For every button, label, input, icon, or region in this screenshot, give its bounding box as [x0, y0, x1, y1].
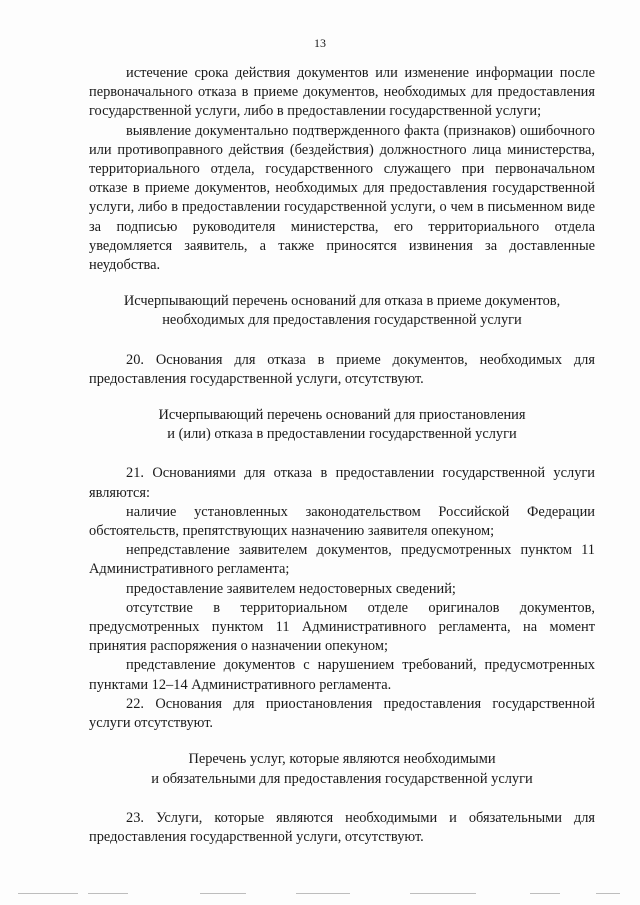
list-item-violation-requirements: представление документов с нарушением требований, предусмотренных пунктами 12–14 Административного регламента. [89, 657, 595, 693]
list-item-false-information: предоставление заявителем недостоверных сведений; [126, 580, 456, 597]
section-heading-required-services [89, 750, 595, 788]
heading-line: Исчерпывающий перечень оснований для отказа в приеме документов, [123, 293, 561, 310]
list-item-missing-documents: непредставление заявителем документов, предусмотренных пунктом 11 Административного регламента; [89, 542, 595, 578]
list-item-missing-originals: отсутствие в территориальном отделе оригиналов документов, предусмотренных пунктом 11 Административного регламента, на момент принятия распоряжения о назначении опекуном; [89, 599, 595, 655]
paragraph-expiry: истечение срока действия документов или изменение информации после первоначального отказа в приеме документов, необходимых для предоставления государственной услуги, либо в предоставлении государственной услуги; [89, 65, 595, 120]
scan-artifact-footer [0, 893, 640, 897]
paragraph-23: 23. Услуги, которые являются необходимыми и обязательными для предоставления государственной услуги, отсутствуют. [89, 809, 595, 845]
paragraph-20: 20. Основания для отказа в приеме документов, необходимых для предоставления государственной услуги, отсутствуют. [89, 351, 595, 387]
section-heading-suspension-refusal [89, 406, 595, 444]
heading-line: и (или) отказа в предоставлении государственной услуги [167, 426, 517, 443]
page-number: 13 [314, 36, 326, 50]
section-heading-refusal-documents [89, 292, 595, 330]
heading-line: необходимых для предоставления государственной услуги [162, 312, 522, 329]
paragraph-error-detection: выявление документально подтвержденного факта (признаков) ошибочного или противоправного действия (бездействия) должностного лица министерства, территориального отдела, государственного служащего при первоначальном отказе в приеме документов, необходимых для предоставления государственной услуги, либо в предоставлении государственной услуги, о чем в письменном виде за подписью руководителя министерства, его территориального отдела уведомляется заявитель, а также приносятся извинения за доставленные неудобства. [89, 122, 595, 274]
heading-line: и обязательными для предоставления государственной услуги [151, 770, 533, 787]
paragraph-21: 21. Основаниями для отказа в предоставлении государственной услуги являются: [89, 465, 595, 501]
paragraph-22: 22. Основания для приостановления предоставления государственной услуги отсутствуют. [89, 695, 595, 732]
heading-line: Перечень услуг, которые являются необходимыми [188, 751, 496, 768]
page-content [89, 64, 595, 847]
list-item-circumstances: наличие установленных законодательством Российской Федерации обстоятельств, препятствующих назначению заявителя опекуном; [89, 503, 595, 540]
heading-line: Исчерпывающий перечень оснований для приостановления [158, 407, 526, 424]
